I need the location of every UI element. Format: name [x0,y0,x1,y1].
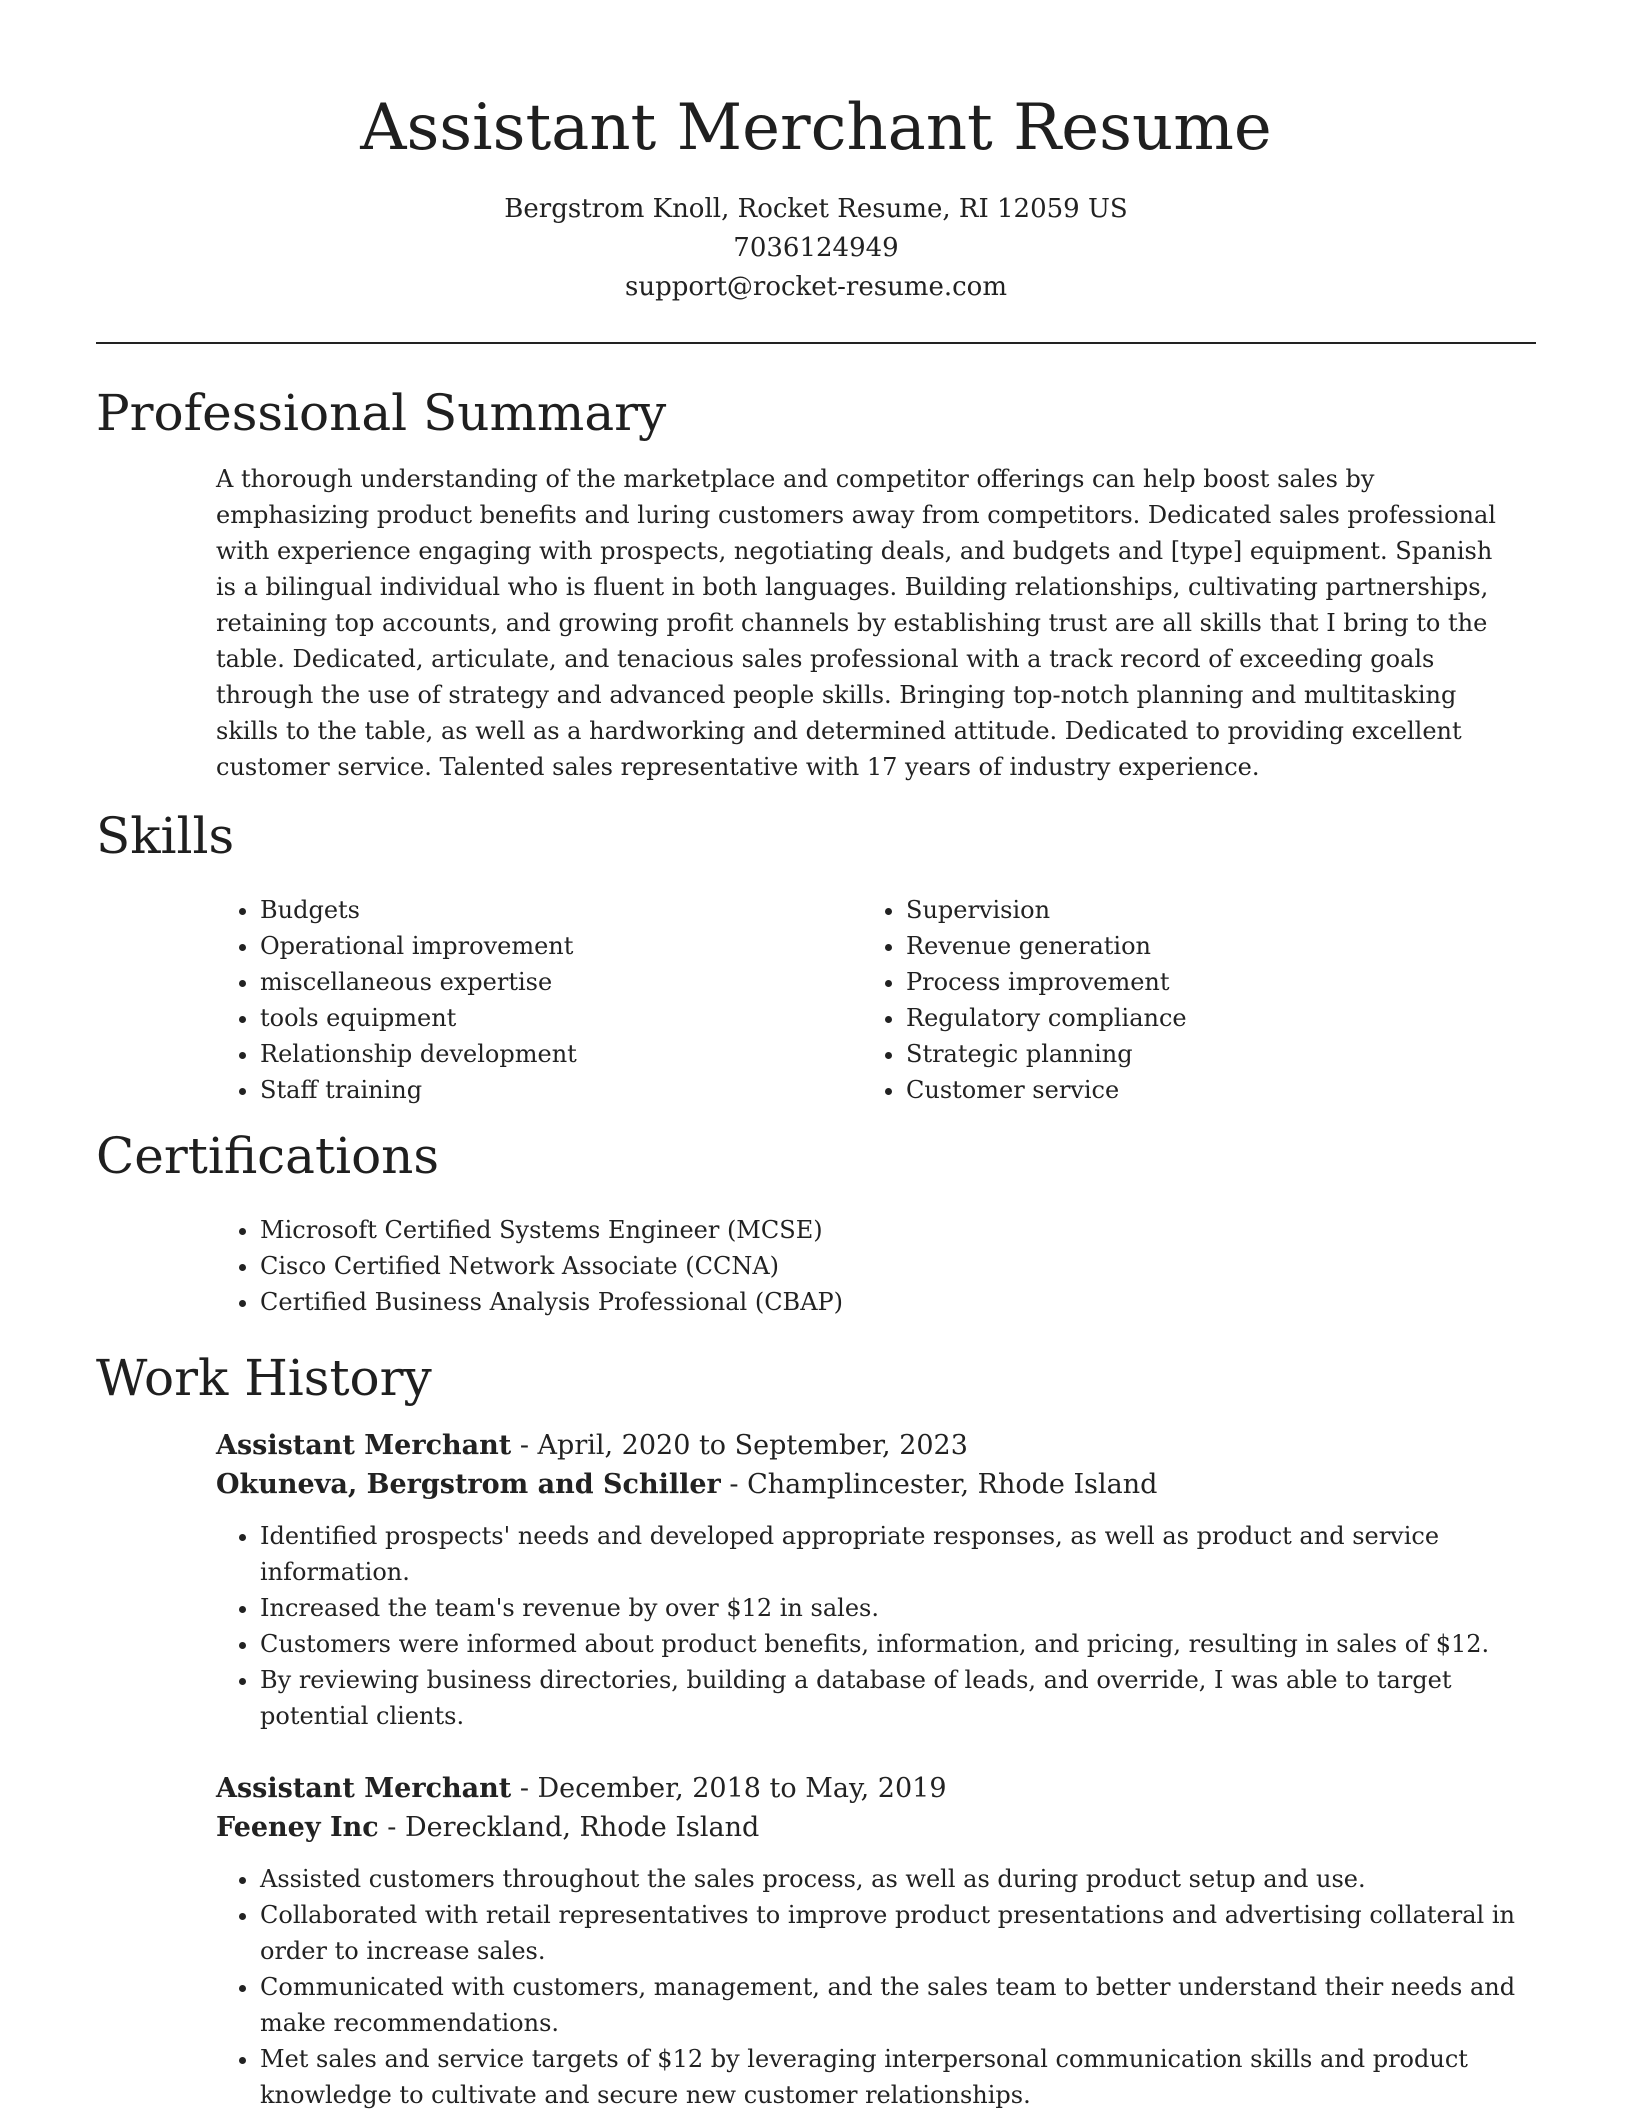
skills-list-right [862,892,1482,1108]
job-title: Assistant Merchant [216,1430,512,1461]
job-bullets [216,1518,1516,1734]
list-item: • Supervision [906,892,1482,928]
list-item: • Staff training [260,1072,836,1108]
phone: 7036124949 [733,233,899,263]
email: support@rocket-resume.com [624,272,1007,302]
job-company-line [216,1808,1516,1847]
job-entry [216,1769,1516,2113]
list-item: • Microsoft Certified Systems Engineer (MCSE) [260,1212,1516,1248]
list-item: • Regulatory compliance [906,1000,1482,1036]
job-dates: December, 2018 to May, 2019 [537,1773,947,1804]
skills-list-left [216,892,836,1108]
list-item: • Operational improvement [260,928,836,964]
list-item: • Increased the team's revenue by over $12 in sales. [260,1590,1516,1626]
job-dates: April, 2020 to September, 2023 [537,1430,968,1461]
certifications-list [216,1212,1516,1320]
job-location: Dereckland, Rhode Island [404,1812,760,1843]
job-company-line [216,1465,1516,1504]
job-title: Assistant Merchant [216,1773,512,1804]
list-item: • tools equipment [260,1000,836,1036]
job-entry [216,1426,1516,1734]
job-company: Okuneva, Bergstrom and Schiller [216,1469,721,1500]
job-title-line [216,1769,1516,1808]
skills-column-left [216,892,836,1108]
job-title-line [216,1426,1516,1465]
list-item: • miscellaneous expertise [260,964,836,1000]
list-item: • Cisco Certified Network Associate (CCNA) [260,1248,1516,1284]
header-divider [96,342,1536,344]
separator: - [720,1469,748,1500]
list-item: • Met sales and service targets of $12 by leveraging interpersonal communication skills and product knowledge to cultivate and secure new customer relationships. [260,2041,1516,2113]
list-item: • Certified Business Analysis Professional (CBAP) [260,1284,1516,1320]
separator: - [378,1812,405,1843]
resume-title: Assistant Merchant Resume [360,91,1272,165]
summary-text: A thorough understanding of the marketplace and competitor offerings can help boost sales by emphasizing product benefits and luring customers away from competitors. Dedicated sales professional with experience engaging with prospects, negotiating deals, and budgets and [type] equipment. Spanish is a bilingual individual who is fluent in both languages. Building relationships, cultivating partnerships, retaining top accounts, and growing profit channels by establishing trust are all skills that I bring to the table. Dedicated, articulate, and tenacious sales professional with a track record of exceeding goals through the use of strategy and advanced people skills. Bringing top-notch planning and multitasking skills to the table, as well as a hardworking and determined attitude. Dedicated to providing excellent customer service. Talented sales representative with 17 years of industry experience. [216,465,1496,781]
job-bullets [216,1861,1516,2113]
list-item: • By reviewing business directories, building a database of leads, and override, I was able to target potential clients. [260,1662,1516,1734]
list-item: • Budgets [260,892,836,928]
separator: - [511,1773,538,1804]
certifications-block [216,1212,1516,1320]
address: Bergstrom Knoll, Rocket Resume, RI 12059 US [504,194,1128,224]
list-item: • Revenue generation [906,928,1482,964]
list-item: • Customer service [906,1072,1482,1108]
list-item: • Collaborated with retail representatives to improve product presentations and advertising collateral in order to increase sales. [260,1897,1516,1969]
work-history-heading: Work History [96,1349,432,1407]
list-item: • Process improvement [906,964,1482,1000]
list-item: • Relationship development [260,1036,836,1072]
list-item: • Assisted customers throughout the sales process, as well as during product setup and use. [260,1861,1516,1897]
job-company: Feeney Inc [216,1812,379,1843]
skills-column-right [862,892,1482,1108]
certifications-heading: Certifications [96,1127,440,1185]
list-item: • Strategic planning [906,1036,1482,1072]
list-item: • Identified prospects' needs and developed appropriate responses, as well as product and service information. [260,1518,1516,1590]
list-item: • Communicated with customers, management, and the sales team to better understand their needs and make recommendations. [260,1969,1516,2041]
skills-heading: Skills [96,807,235,865]
job-location: Champlincester, Rhode Island [747,1469,1158,1500]
list-item: • Customers were informed about product benefits, information, and pricing, resulting in sales of $12. [260,1626,1516,1662]
summary-heading: Professional Summary [96,384,667,442]
separator: - [511,1430,538,1461]
contact-block [96,190,1536,307]
